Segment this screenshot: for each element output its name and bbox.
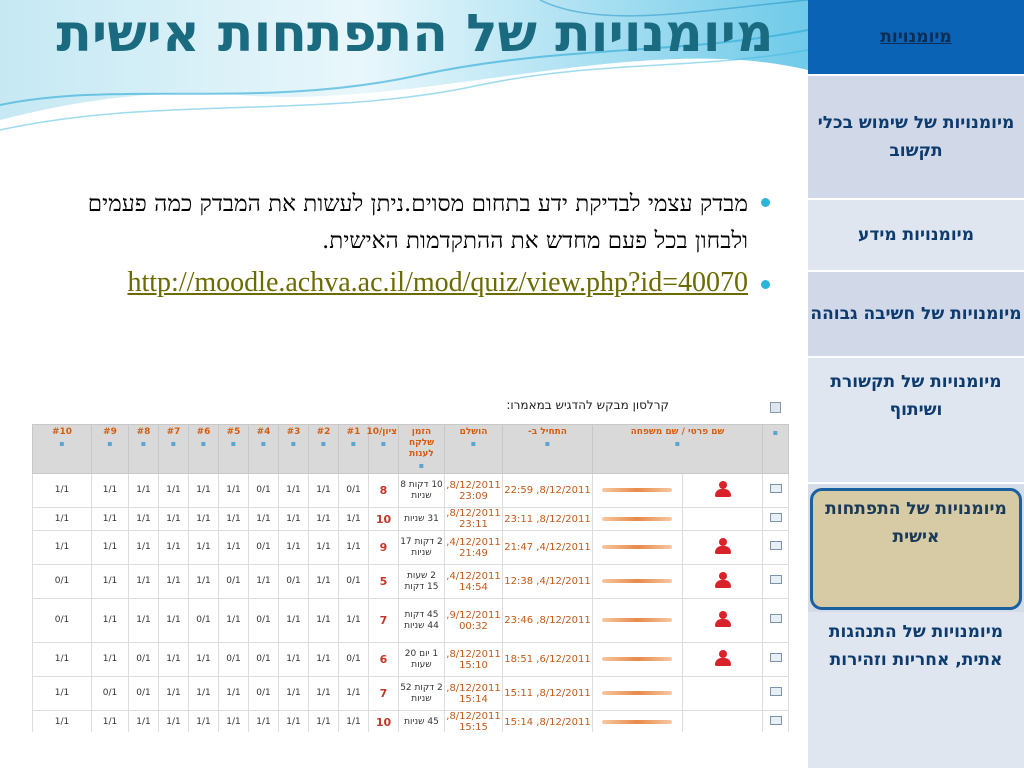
question-score-cell: 1/1 [158, 677, 188, 711]
question-score-cell: 0/1 [338, 474, 368, 508]
sort-icon: ▪ [170, 439, 177, 448]
checkbox-icon [770, 402, 781, 413]
user-avatar-icon [713, 611, 733, 627]
column-header-label: #1 [346, 427, 361, 437]
table-row [33, 565, 789, 599]
row-checkbox[interactable] [770, 687, 782, 696]
question-score-cell: 1/1 [128, 565, 158, 599]
question-score-cell: 1/1 [158, 599, 188, 643]
question-score-cell: 1/1 [91, 565, 128, 599]
question-score-cell: 0/1 [33, 599, 92, 643]
completed-cell: 8/12/2011, 23:09 [444, 474, 502, 508]
question-score-cell: 1/1 [308, 531, 338, 565]
question-score-cell: 1/1 [128, 474, 158, 508]
started-cell: 8/12/2011, 23:11 [502, 508, 592, 531]
row-checkbox[interactable] [770, 484, 782, 493]
question-score-cell: 1/1 [308, 711, 338, 733]
side-navigation [808, 0, 1024, 768]
student-name-cell [683, 565, 763, 599]
student-name-cell [683, 711, 763, 733]
nav-item-information[interactable]: מיומנויות מידע [808, 200, 1024, 272]
student-name-blurred-cell [592, 677, 682, 711]
column-header[interactable] [188, 425, 218, 474]
nav-item-communication[interactable]: מיומנויות של תקשורת ושיתוף [808, 358, 1024, 484]
duration-cell: 2 שעות 15 דקות [398, 565, 444, 599]
question-score-cell: 1/1 [91, 599, 128, 643]
sort-icon: ▪ [260, 439, 267, 448]
question-score-cell: 1/1 [278, 508, 308, 531]
column-header[interactable] [502, 425, 592, 474]
question-score-cell: 0/1 [218, 643, 248, 677]
grade-cell: 10 [368, 508, 398, 531]
question-score-cell: 1/1 [188, 474, 218, 508]
question-score-cell: 1/1 [278, 531, 308, 565]
question-score-cell: 1/1 [338, 711, 368, 733]
bullet-text: מבדק עצמי לבדיקת ידע בתחום מסוים.ניתן לעשות את המבדק כמה פעמים ולבחון בכל פעם מחדש את ההתקדמות האישית. [87, 191, 748, 254]
nav-item-ethics[interactable]: מיומנויות של התנהגות אתית, אחריות וזהירות [808, 612, 1024, 768]
question-score-cell: 1/1 [33, 711, 92, 733]
grade-cell: 5 [368, 565, 398, 599]
question-score-cell: 1/1 [278, 599, 308, 643]
table-row [33, 474, 789, 508]
redacted-name [602, 545, 672, 549]
student-name-cell [683, 474, 763, 508]
question-score-cell: 1/1 [158, 474, 188, 508]
bullet-item [60, 186, 770, 260]
bullet-dot-icon [761, 280, 770, 289]
question-score-cell: 0/1 [188, 599, 218, 643]
row-checkbox[interactable] [770, 575, 782, 584]
row-select-cell [763, 643, 789, 677]
duration-cell: 2 דקות 52 שניות [398, 677, 444, 711]
column-header[interactable] [592, 425, 762, 474]
user-avatar-icon [713, 481, 733, 497]
grade-cell: 7 [368, 599, 398, 643]
bullet-list [60, 186, 770, 300]
question-score-cell: 0/1 [128, 643, 158, 677]
question-score-cell: 1/1 [33, 508, 92, 531]
question-score-cell: 1/1 [218, 599, 248, 643]
row-checkbox[interactable] [770, 541, 782, 550]
question-score-cell: 1/1 [128, 711, 158, 733]
question-score-cell: 1/1 [188, 643, 218, 677]
screenshot-message: קרלסון מבקש להדגיש במאמרו: [506, 398, 669, 412]
question-score-cell: 1/1 [33, 677, 92, 711]
redacted-name [602, 657, 672, 661]
duration-cell: 45 שניות [398, 711, 444, 733]
row-select-cell [763, 508, 789, 531]
sort-icon: ▪ [320, 439, 327, 448]
question-score-cell: 1/1 [278, 711, 308, 733]
question-score-cell: 1/1 [218, 531, 248, 565]
sort-icon: ▪ [544, 439, 551, 448]
question-score-cell: 0/1 [248, 599, 278, 643]
duration-cell: 1 יום 20 שעות [398, 643, 444, 677]
question-score-cell: 1/1 [188, 531, 218, 565]
column-header[interactable] [368, 425, 398, 474]
completed-cell: 8/12/2011, 23:11 [446, 508, 501, 530]
nav-item-ict-tools[interactable]: מיומנויות של שימוש בכלי תקשוב [808, 76, 1024, 200]
column-header-label: הזמן שלקח לענות [408, 427, 435, 459]
redacted-name [602, 618, 672, 622]
question-score-cell: 1/1 [91, 508, 128, 531]
student-name-blurred-cell [592, 508, 682, 531]
table-row [33, 508, 789, 531]
column-header-label: התחיל ב- [528, 427, 567, 437]
question-score-cell: 1/1 [308, 677, 338, 711]
question-score-cell: 1/1 [33, 474, 92, 508]
sort-icon: ▪ [674, 439, 681, 448]
user-avatar-icon [713, 572, 733, 588]
quiz-results-table [32, 424, 789, 732]
column-header-label: #10 [51, 427, 73, 437]
column-header[interactable] [128, 425, 158, 474]
question-score-cell: 0/1 [248, 474, 278, 508]
question-score-cell: 1/1 [278, 677, 308, 711]
sort-icon: ▪ [200, 439, 207, 448]
column-header[interactable] [444, 425, 502, 474]
student-name-cell [683, 531, 763, 565]
question-score-cell: 1/1 [158, 508, 188, 531]
started-cell: 4/12/2011, 12:38 [502, 565, 592, 599]
completed-cell: 4/12/2011, 14:54 [444, 565, 502, 599]
sort-icon: ▪ [470, 439, 477, 448]
student-name-blurred-cell [592, 643, 682, 677]
question-score-cell: 0/1 [91, 677, 128, 711]
column-header-label: #9 [103, 427, 117, 437]
table-row [33, 599, 789, 643]
question-score-cell: 1/1 [33, 643, 92, 677]
started-cell: 8/12/2011, 22:59 [502, 474, 592, 508]
question-score-cell: 0/1 [338, 565, 368, 599]
duration-cell: 2 דקות 17 שניות [398, 531, 444, 565]
column-header-label: שם פרטי / שם משפחה [630, 427, 725, 437]
sort-icon: ▪ [230, 439, 237, 448]
table-row [33, 711, 789, 733]
question-score-cell: 1/1 [248, 711, 278, 733]
column-header-label: #7 [166, 427, 181, 437]
student-name-blurred-cell [592, 711, 682, 733]
question-score-cell: 0/1 [218, 565, 248, 599]
column-header-label: #8 [136, 427, 151, 437]
sort-icon: ▪ [772, 428, 779, 437]
table-body [33, 474, 789, 733]
question-score-cell: 1/1 [338, 508, 368, 531]
bullet-dot-icon [761, 198, 770, 207]
redacted-name [602, 720, 672, 724]
student-name-blurred-cell [592, 599, 682, 643]
table-row [33, 677, 789, 711]
sort-icon: ▪ [418, 461, 425, 470]
question-score-cell: 1/1 [308, 643, 338, 677]
question-score-cell: 1/1 [91, 474, 128, 508]
question-score-cell: 1/1 [158, 531, 188, 565]
started-cell: 4/12/2011, 21:47 [502, 531, 592, 565]
question-score-cell: 1/1 [248, 508, 278, 531]
column-header-label: #5 [226, 427, 241, 437]
completed-cell: 4/12/2011, 21:49 [444, 531, 502, 565]
question-score-cell: 1/1 [188, 508, 218, 531]
started-cell: 6/12/2011, 18:51 [502, 643, 592, 677]
question-score-cell: 1/1 [158, 565, 188, 599]
student-name-blurred-cell [592, 474, 682, 508]
question-score-cell: 0/1 [338, 643, 368, 677]
question-score-cell: 1/1 [128, 508, 158, 531]
column-header-label: ציון/10 [366, 427, 397, 437]
redacted-name [602, 488, 672, 492]
row-select-cell [763, 474, 789, 508]
question-score-cell: 1/1 [308, 474, 338, 508]
question-score-cell: 1/1 [248, 565, 278, 599]
moodle-quiz-link[interactable]: http://moodle.achva.ac.il/mod/quiz/view.php?id=40070 [127, 267, 748, 298]
question-score-cell: 1/1 [338, 677, 368, 711]
grade-cell: 8 [368, 474, 398, 508]
question-score-cell: 1/1 [218, 508, 248, 531]
column-header[interactable] [33, 425, 92, 474]
question-score-cell: 1/1 [188, 565, 218, 599]
table-row [33, 643, 789, 677]
column-header-label: #4 [256, 427, 271, 437]
question-score-cell: 0/1 [33, 565, 92, 599]
screenshot-header [32, 384, 789, 424]
completed-cell: 8/12/2011, 15:14 [444, 677, 502, 711]
duration-cell: 10 דקות 8 שניות [398, 474, 444, 508]
question-score-cell: 1/1 [91, 531, 128, 565]
column-header-label: הושלם [459, 427, 488, 437]
completed-cell: 9/12/2011, 00:32 [444, 599, 502, 643]
user-avatar-icon [713, 538, 733, 554]
sort-icon: ▪ [59, 439, 65, 448]
student-name-cell [683, 508, 763, 531]
question-score-cell: 1/1 [158, 711, 188, 733]
question-score-cell: 1/1 [91, 643, 128, 677]
column-header[interactable] [218, 425, 248, 474]
student-name-cell [683, 599, 763, 643]
grade-cell: 9 [368, 531, 398, 565]
quiz-results-screenshot [32, 384, 789, 732]
student-name-blurred-cell [592, 565, 682, 599]
question-score-cell: 1/1 [308, 565, 338, 599]
bullet-item-link [60, 266, 770, 300]
sort-icon: ▪ [107, 439, 113, 448]
redacted-name [602, 579, 672, 583]
redacted-name [602, 517, 672, 521]
row-checkbox[interactable] [770, 653, 782, 662]
table-header-row [33, 425, 789, 474]
started-cell: 8/12/2011, 15:14 [502, 711, 592, 733]
duration-cell: 45 דקות 44 שניות [398, 599, 444, 643]
question-score-cell: 1/1 [158, 643, 188, 677]
select-column-header [763, 425, 789, 474]
row-checkbox[interactable] [770, 513, 782, 522]
column-header-label: #2 [316, 427, 331, 437]
column-header-label: #3 [286, 427, 301, 437]
question-score-cell: 1/1 [188, 711, 218, 733]
column-header[interactable] [158, 425, 188, 474]
question-score-cell: 1/1 [308, 599, 338, 643]
question-score-cell: 1/1 [91, 711, 128, 733]
question-score-cell: 1/1 [278, 474, 308, 508]
question-score-cell: 0/1 [248, 643, 278, 677]
user-avatar-icon [713, 650, 733, 666]
question-score-cell: 0/1 [128, 677, 158, 711]
question-score-cell: 1/1 [278, 643, 308, 677]
question-score-cell: 1/1 [218, 711, 248, 733]
slide-title: מיומנויות של התפתחות אישית [56, 4, 774, 64]
question-score-cell: 1/1 [33, 531, 92, 565]
question-score-cell: 0/1 [278, 565, 308, 599]
question-score-cell: 1/1 [308, 508, 338, 531]
sort-icon: ▪ [380, 439, 387, 448]
completed-cell: 8/12/2011, 15:15 [446, 711, 501, 732]
row-select-cell [763, 677, 789, 711]
row-select-cell [763, 565, 789, 599]
question-score-cell: 1/1 [128, 531, 158, 565]
row-checkbox[interactable] [770, 716, 782, 725]
student-name-cell [683, 643, 763, 677]
student-name-cell [683, 677, 763, 711]
question-score-cell: 0/1 [248, 677, 278, 711]
question-score-cell: 1/1 [128, 599, 158, 643]
column-header[interactable] [398, 425, 444, 474]
sort-icon: ▪ [140, 439, 147, 448]
grade-cell: 10 [368, 711, 398, 733]
student-name-blurred-cell [592, 531, 682, 565]
started-cell: 8/12/2011, 15:11 [502, 677, 592, 711]
column-header[interactable] [308, 425, 338, 474]
column-header[interactable] [91, 425, 128, 474]
grade-cell: 6 [368, 643, 398, 677]
started-cell: 8/12/2011, 23:46 [502, 599, 592, 643]
question-score-cell: 1/1 [188, 677, 218, 711]
nav-item-personal-development[interactable]: מיומנויות של התפתחות אישית [810, 488, 1022, 610]
row-select-cell [763, 531, 789, 565]
column-header-label: #6 [196, 427, 211, 437]
row-checkbox[interactable] [770, 614, 782, 623]
question-score-cell: 1/1 [338, 531, 368, 565]
sort-icon: ▪ [350, 439, 357, 448]
column-header[interactable] [278, 425, 308, 474]
question-score-cell: 1/1 [218, 677, 248, 711]
row-select-cell [763, 599, 789, 643]
column-header[interactable] [248, 425, 278, 474]
nav-item-higher-thinking[interactable]: מיומנויות של חשיבה גבוהה [808, 272, 1024, 358]
completed-cell: 8/12/2011, 15:10 [444, 643, 502, 677]
row-select-cell [763, 711, 789, 733]
column-header[interactable] [338, 425, 368, 474]
question-score-cell: 1/1 [218, 474, 248, 508]
duration-cell: 31 שניות [398, 508, 444, 531]
question-score-cell: 1/1 [338, 599, 368, 643]
nav-item-skills[interactable]: מיומנויות [808, 0, 1024, 76]
table-row [33, 531, 789, 565]
grade-cell: 7 [368, 677, 398, 711]
sort-icon: ▪ [290, 439, 297, 448]
question-score-cell: 0/1 [248, 531, 278, 565]
redacted-name [602, 691, 672, 695]
